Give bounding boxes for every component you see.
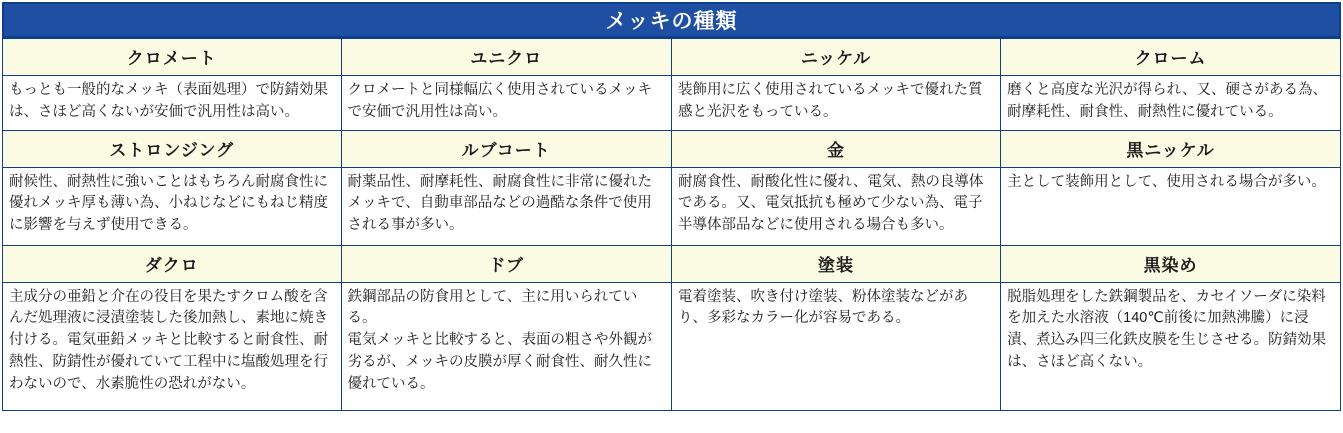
table-cell-description: 鉄鋼部品の防食用として、主に用いられている。 電気メッキと比較すると、表面の粗さや外観が劣るが、メッキの皮膜が厚く耐食性、耐久性に優れている。 <box>341 282 671 410</box>
table-cell-description: 脱脂処理をした鉄鋼製品を、カセイソーダに染料を加えた水溶液（140℃前後に加熱沸騰）に浸漬、煮込み四三化鉄皮膜を生じさせる。防錆効果は、さほど高くない。 <box>1001 282 1341 410</box>
table-header-cell: クローム <box>1001 39 1341 76</box>
plating-types-sheet <box>0 2 1343 433</box>
table-cell-description: 電着塗装、吹き付け塗装、粉体塗装などがあり、多彩なカラー化が容易である。 <box>671 282 1000 410</box>
table-cell-description: 主成分の亜鉛と介在の役目を果たすクロム酸を含んだ処理液に浸漬塗装した後加熱し、素地に焼き付ける。電気亜鉛メッキと比較すると耐食性、耐熱性、防錆性が優れていて工程中に塩酸処理を行わないので、水素脆性の恐れがない。 <box>3 282 342 410</box>
page-title-bar <box>2 2 1341 38</box>
table-header-row <box>3 39 1341 76</box>
table-cell-description: 装飾用に広く使用されているメッキで優れた質感と光沢をもっている。 <box>671 76 1000 131</box>
table-header-cell: ニッケル <box>671 39 1000 76</box>
table-header-cell: 金 <box>671 130 1000 167</box>
table-cell-description: 耐薬品性、耐摩耗性、耐腐食性に非常に優れたメッキで、自動車部品などの過酷な条件で使用される事が多い。 <box>341 167 671 245</box>
table-header-cell: ルブコート <box>341 130 671 167</box>
table-cell-description: 主として装飾用として、使用される場合が多い。 <box>1001 167 1341 245</box>
table-header-cell: ストロンジング <box>3 130 342 167</box>
table-row <box>3 167 1341 245</box>
table-header-cell: ドブ <box>341 245 671 282</box>
table-header-cell: 黒ニッケル <box>1001 130 1341 167</box>
table-header-cell: 塗装 <box>671 245 1000 282</box>
page-title: メッキの種類 <box>605 10 738 33</box>
table-header-row <box>3 245 1341 282</box>
table-cell-description: もっとも一般的なメッキ（表面処理）で防錆効果は、さほど高くないが安価で汎用性は高い。 <box>3 76 342 131</box>
table-header-cell: ユニクロ <box>341 39 671 76</box>
table-header-cell: クロメート <box>3 39 342 76</box>
table-header-cell: ダクロ <box>3 245 342 282</box>
table-cell-description: クロメートと同様幅広く使用されているメッキで安価で汎用性は高い。 <box>341 76 671 131</box>
table-row <box>3 282 1341 410</box>
table-header-row <box>3 130 1341 167</box>
table-row <box>3 76 1341 131</box>
table-header-cell: 黒染め <box>1001 245 1341 282</box>
table-cell-description: 耐候性、耐熱性に強いことはもちろん耐腐食性に優れメッキ厚も薄い為、小ねじなどにもねじ精度に影響を与えず使用できる。 <box>3 167 342 245</box>
table-cell-description: 耐腐食性、耐酸化性に優れ、電気、熱の良導体である。又、電気抵抗も極めて少ない為、電子半導体部品などに使用される場合も多い。 <box>671 167 1000 245</box>
table-cell-description: 磨くと高度な光沢が得られ、又、硬さがある為、耐摩耗性、耐食性、耐熱性に優れている。 <box>1001 76 1341 131</box>
plating-types-table <box>2 38 1341 411</box>
